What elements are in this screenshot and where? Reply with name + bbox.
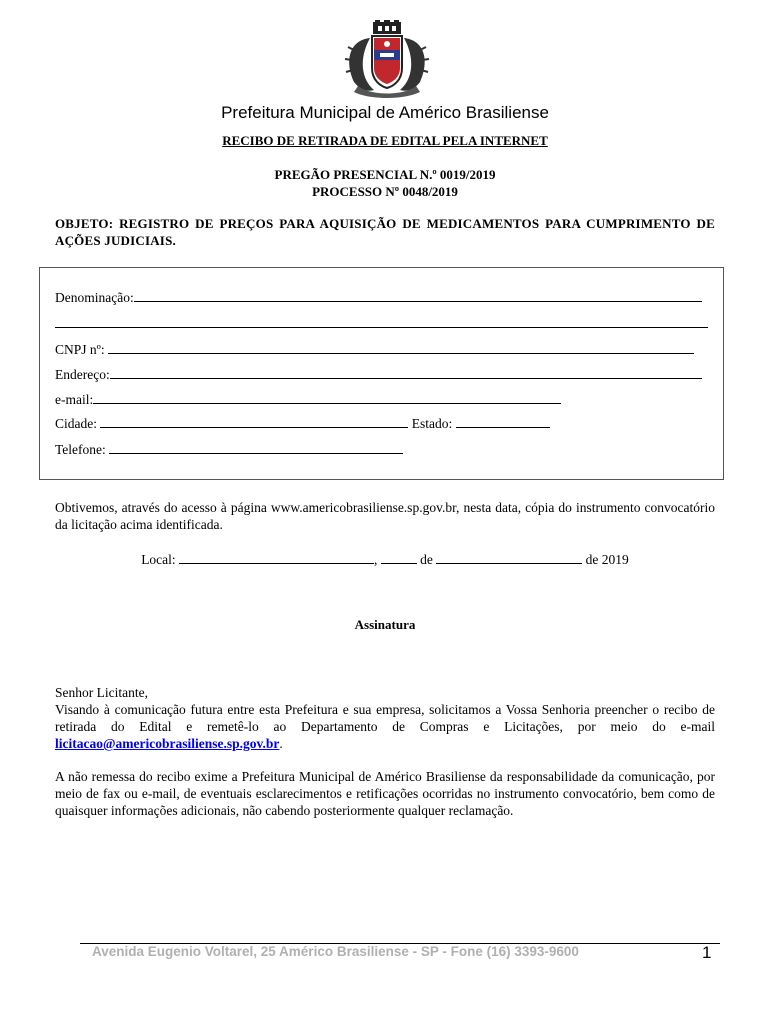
endereco-row [55,364,702,383]
receipt-title: RECIBO DE RETIRADA DE EDITAL PELA INTERNET [222,133,548,148]
email-label: e-mail: [55,392,94,407]
endereco-label: Endereço: [55,367,110,382]
visando-paragraph: Visando à comunicação futura entre esta Prefeitura e sua empresa, solicitamos a Vossa Senhoria preencher o recibo de retirada do Edital e remetê-lo ao Departamento de Compras e Licitações, por meio do e-mail licitacao@americobrasiliense.sp.gov.br. [55,702,715,751]
email-row [55,389,561,408]
local-de-label: de [420,552,433,567]
denominacao-label: Denominação: [55,290,134,305]
endereco-field[interactable] [110,364,702,379]
email-field[interactable] [93,389,561,404]
cnpj-row [55,339,694,358]
municipal-crest-icon [340,20,434,98]
visando-text: Visando à comunicação futura entre esta Prefeitura e sua empresa, solicitamos a Vossa Senhoria preencher o recibo de retirada do Edital e remetê-lo ao Departamento de Compras e Licitações, por meio do e-mail [55,702,715,734]
cnpj-field[interactable] [108,339,694,354]
footer-address: Avenida Eugenio Voltarel, 25 Américo Brasiliense - SP - Fone (16) 3393-9600 [92,944,579,959]
pregao-number: PREGÃO PRESENCIAL N.º 0019/2019 [274,167,496,182]
local-field[interactable] [179,549,374,564]
telefone-field[interactable] [109,439,403,454]
signature-label: Assinatura [354,617,416,632]
month-field[interactable] [436,549,582,564]
cidade-label: Cidade: [55,416,97,431]
denominacao-row [55,287,702,306]
email-link[interactable]: licitacao@americobrasiliense.sp.gov.br [55,736,280,751]
estado-label: Estado: [411,416,453,431]
obtivemos-paragraph: Obtivemos, através do acesso à página www.americobrasiliense.sp.gov.br, nesta data, cópia do instrumento convocatório da licitação acima identificada. [55,500,715,532]
page-number: 1 [702,943,712,962]
denominacao-field-continuation[interactable] [55,313,708,328]
local-date-line: Local: , de de 2019 [0,549,770,568]
telefone-label: Telefone: [55,442,106,457]
denominacao-continuation-row [55,313,708,332]
processo-number: PROCESSO Nº 0048/2019 [312,184,458,199]
municipality-title: Prefeitura Municipal de Américo Brasiliense [221,103,549,122]
cidade-field[interactable] [100,413,408,428]
day-field[interactable] [381,549,417,564]
estado-field[interactable] [456,413,550,428]
local-label: Local: [141,552,176,567]
denominacao-field[interactable] [134,287,702,302]
cidade-estado-row [55,413,550,432]
objeto-text: OBJETO: REGISTRO DE PREÇOS PARA AQUISIÇÃO DE MEDICAMENTOS PARA CUMPRIMENTO DE AÇÕES JUDICIAIS. [55,216,715,248]
telefone-row [55,439,403,458]
year-label: de 2019 [585,552,629,567]
cnpj-label: CNPJ nº: [55,342,105,357]
remessa-paragraph: A não remessa do recibo exime a Prefeitura Municipal de Américo Brasiliense da responsabilidade da comunicação, por meio de fax ou e-mail, de eventuais esclarecimentos e retificações ocorridas no instrumento convocatório, bem como de quaisquer informações adicionais, não cabendo posteriormente qualquer reclamação. [55,769,715,818]
salutation: Senhor Licitante, [55,685,148,700]
